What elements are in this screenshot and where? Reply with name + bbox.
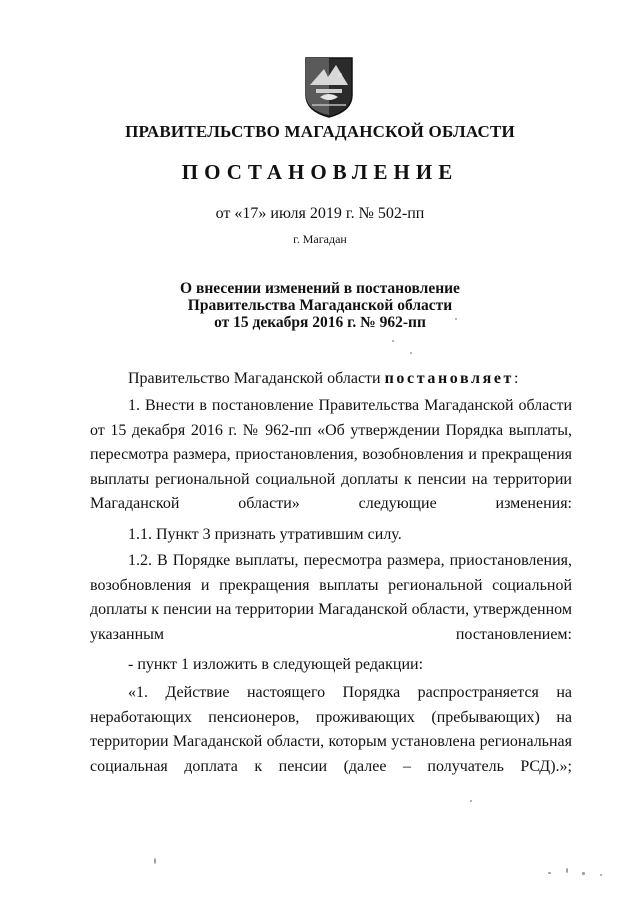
scan-speck: [600, 874, 602, 876]
paragraph-1-2: 1.2. В Порядке выплаты, пересмотра размера, приостановления, возобновления и прекращения выплаты региональной социальной доплаты к пенсии на территории Магаданской области, утвержденном указанным постановлением:: [90, 552, 572, 643]
preamble-colon: :: [514, 370, 519, 387]
paragraph-1-1: 1.1. Пункт 3 признать утратившим силу.: [128, 526, 402, 543]
item-intro: - пункт 1 изложить в следующей редакции:: [128, 656, 424, 673]
scan-speck: [455, 318, 457, 320]
quoted-item-1: «1. Действие настоящего Порядка распространяется на неработающих пенсионеров, проживающих (пребывающих) на территории Магаданской области, которым установлена региональная социальная доплата к пенсии (далее – получатель РСД).»;: [90, 684, 572, 775]
subject-line: О внесении изменений в постановление: [180, 280, 460, 297]
scan-speck: [392, 340, 394, 342]
document-subject: [0, 280, 640, 331]
document-type: ПОСТАНОВЛЕНИЕ: [181, 160, 459, 184]
paragraph-1: 1. Внести в постановление Правительства Магаданской области от 15 декабря 2016 г. № 962-пп «Об утверждении Порядка выплаты, пересмотра размера, приостановления, возобновления и прекращения выплаты региональной социальной доплаты к пенсии на территории Магаданской области» следующие изменения:: [90, 397, 572, 513]
preamble: [128, 370, 572, 388]
scan-speck: [548, 872, 551, 874]
scan-speck: [154, 858, 156, 864]
preamble-text: Правительство Магаданской области: [128, 370, 381, 387]
document-date-number: от «17» июля 2019 г. № 502-пп: [215, 205, 425, 222]
government-title: ПРАВИТЕЛЬСТВО МАГАДАНСКОЙ ОБЛАСТИ: [125, 122, 515, 141]
preamble-verb: постановляет: [384, 370, 515, 387]
scan-speck: [566, 868, 568, 873]
scan-speck: [470, 800, 472, 802]
scan-speck: [410, 352, 412, 354]
scan-speck: [582, 872, 585, 875]
coat-of-arms-icon: [302, 55, 356, 119]
subject-line: Правительства Магаданской области: [187, 297, 453, 314]
subject-line: от 15 декабря 2016 г. № 962-пп: [214, 314, 426, 331]
document-city: г. Магадан: [293, 232, 347, 246]
